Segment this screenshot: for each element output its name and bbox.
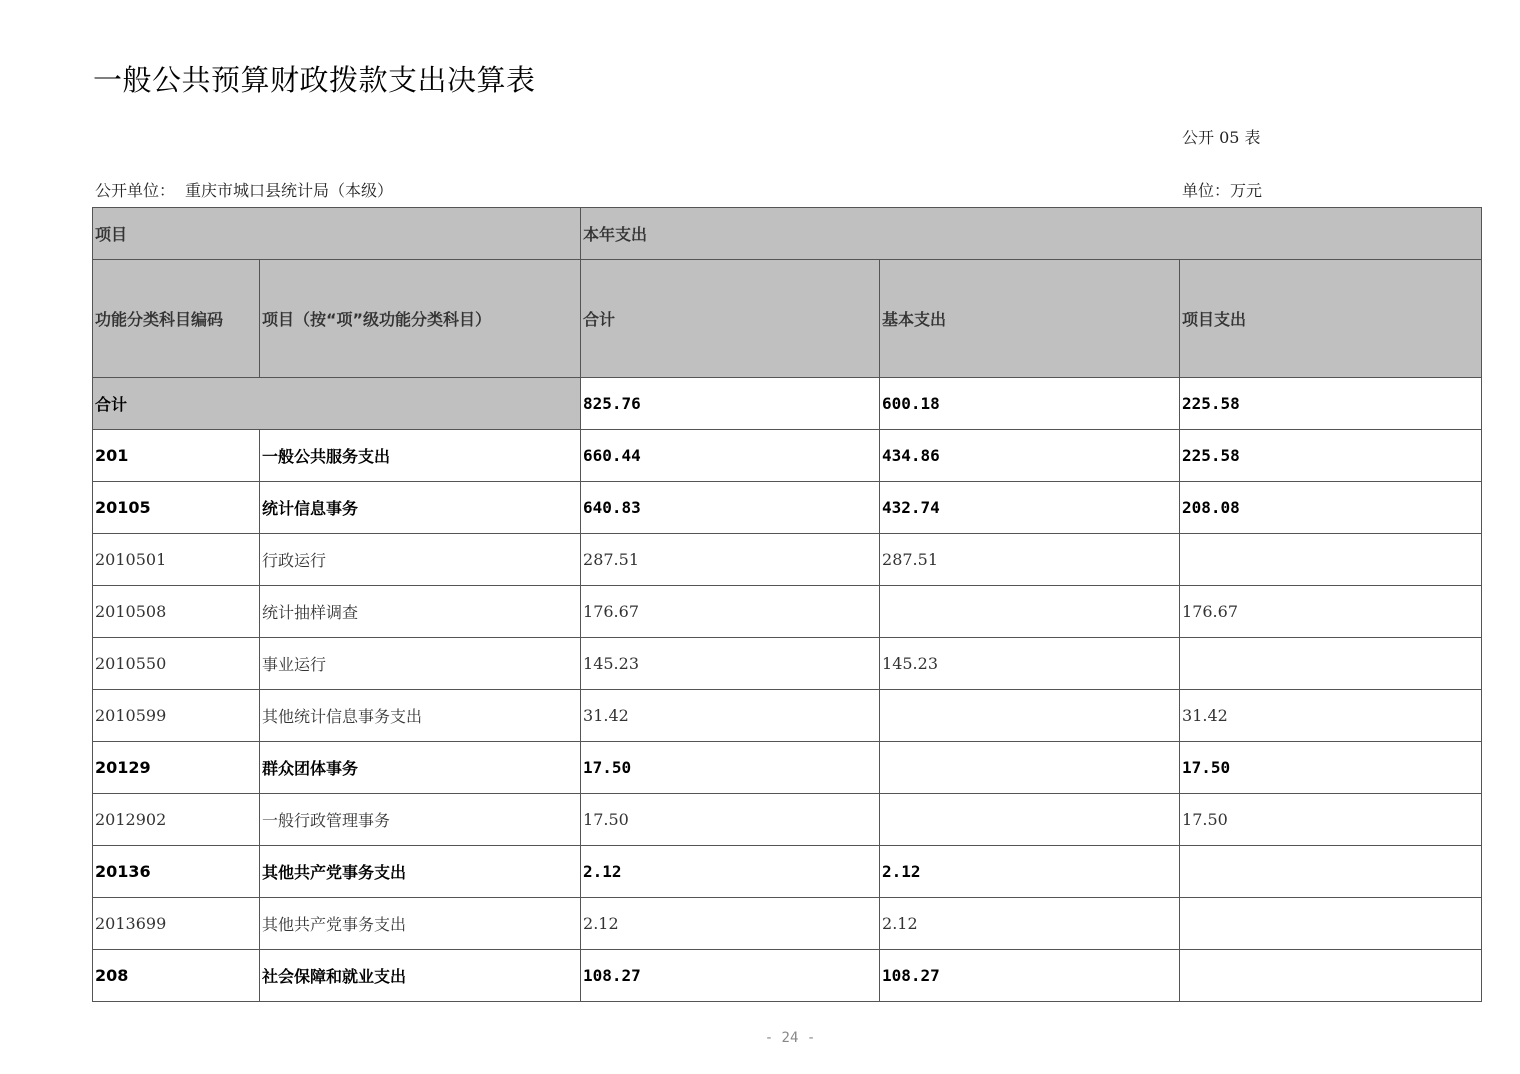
row-name: 其他共产党事务支出 [260, 898, 581, 950]
table-row [93, 430, 1482, 482]
table-row [93, 534, 1482, 586]
row-basic: 145.23 [880, 638, 1180, 690]
row-project: 17.50 [1180, 742, 1482, 794]
row-basic: 2.12 [880, 898, 1180, 950]
row-project [1180, 534, 1482, 586]
reporting-unit-name: 重庆市城口县统计局（本级） [185, 181, 394, 200]
row-project: 31.42 [1180, 690, 1482, 742]
row-name: 一般行政管理事务 [260, 794, 581, 846]
header-basic: 基本支出 [880, 260, 1180, 378]
table-row [93, 638, 1482, 690]
table-row [93, 794, 1482, 846]
header-project: 项目 [93, 208, 581, 260]
row-total: 108.27 [581, 950, 880, 1002]
header-current-year-expense: 本年支出 [581, 208, 1482, 260]
row-basic: 108.27 [880, 950, 1180, 1002]
row-name: 其他共产党事务支出 [260, 846, 581, 898]
table-row [93, 846, 1482, 898]
row-code: 20105 [93, 482, 260, 534]
money-unit: 单位：万元 [1182, 181, 1263, 200]
table-row [93, 586, 1482, 638]
total-basic: 600.18 [880, 378, 1180, 430]
row-name: 行政运行 [260, 534, 581, 586]
row-total: 2.12 [581, 898, 880, 950]
row-code: 2010508 [93, 586, 260, 638]
row-total: 31.42 [581, 690, 880, 742]
row-code: 208 [93, 950, 260, 1002]
header-total: 合计 [581, 260, 880, 378]
total-total: 825.76 [581, 378, 880, 430]
row-total: 17.50 [581, 794, 880, 846]
row-project: 225.58 [1180, 430, 1482, 482]
row-project: 208.08 [1180, 482, 1482, 534]
row-name: 统计信息事务 [260, 482, 581, 534]
row-total: 287.51 [581, 534, 880, 586]
header-function-item: 项目（按“项”级功能分类科目） [260, 260, 581, 378]
row-basic [880, 690, 1180, 742]
table-code: 公开 05 表 [1182, 128, 1261, 147]
table-row [93, 898, 1482, 950]
row-project [1180, 846, 1482, 898]
row-basic [880, 586, 1180, 638]
row-project [1180, 898, 1482, 950]
row-total: 176.67 [581, 586, 880, 638]
row-basic [880, 742, 1180, 794]
table-row [93, 742, 1482, 794]
row-code: 201 [93, 430, 260, 482]
row-project [1180, 638, 1482, 690]
row-basic: 434.86 [880, 430, 1180, 482]
page-number: - 24 - [764, 1030, 816, 1046]
row-name: 群众团体事务 [260, 742, 581, 794]
total-project: 225.58 [1180, 378, 1482, 430]
row-basic [880, 794, 1180, 846]
expense-table [92, 207, 1482, 1002]
page-title: 一般公共预算财政拨款支出决算表 [93, 63, 536, 97]
row-code: 2010550 [93, 638, 260, 690]
header-project-expense: 项目支出 [1180, 260, 1482, 378]
header-row-2 [93, 260, 1482, 378]
row-project: 17.50 [1180, 794, 1482, 846]
table-row [93, 950, 1482, 1002]
table-row [93, 482, 1482, 534]
row-basic: 432.74 [880, 482, 1180, 534]
total-label: 合计 [93, 378, 581, 430]
row-name: 事业运行 [260, 638, 581, 690]
table-row [93, 690, 1482, 742]
row-total: 17.50 [581, 742, 880, 794]
header-function-code: 功能分类科目编码 [93, 260, 260, 378]
header-row-1 [93, 208, 1482, 260]
row-total: 2.12 [581, 846, 880, 898]
row-name: 一般公共服务支出 [260, 430, 581, 482]
row-name: 社会保障和就业支出 [260, 950, 581, 1002]
total-row [93, 378, 1482, 430]
row-project [1180, 950, 1482, 1002]
reporting-unit [95, 178, 393, 201]
row-project: 176.67 [1180, 586, 1482, 638]
row-code: 20136 [93, 846, 260, 898]
reporting-unit-label: 公开单位： [95, 181, 176, 200]
row-code: 2010599 [93, 690, 260, 742]
row-basic: 287.51 [880, 534, 1180, 586]
row-code: 2010501 [93, 534, 260, 586]
row-total: 145.23 [581, 638, 880, 690]
row-total: 640.83 [581, 482, 880, 534]
row-code: 2013699 [93, 898, 260, 950]
row-name: 统计抽样调查 [260, 586, 581, 638]
row-basic: 2.12 [880, 846, 1180, 898]
row-name: 其他统计信息事务支出 [260, 690, 581, 742]
row-total: 660.44 [581, 430, 880, 482]
row-code: 2012902 [93, 794, 260, 846]
row-code: 20129 [93, 742, 260, 794]
